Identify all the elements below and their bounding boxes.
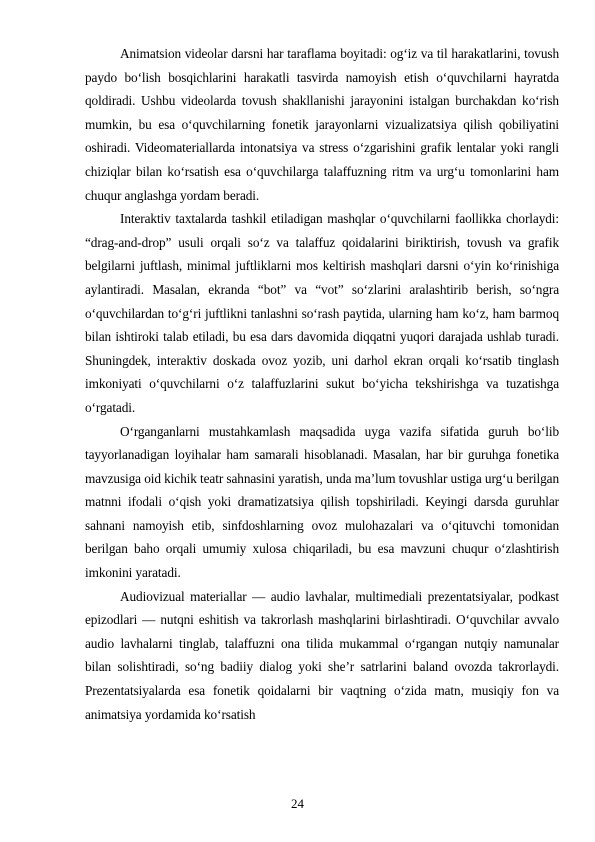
paragraph-interactive-boards: Interaktiv taxtalarda tashkil etiladigan mashqlar o‘quvchilarni faollikka chorlaydi: “drag-and-drop” usuli orqali so‘z va talaffuz qoidalarini biriktirish, tovush va grafik belgilarni juftlash, minimal juftliklarni mos keltirish mashqlari darsni o‘yin ko‘rinishiga aylantiradi. Masalan, ekranda “bot” va “vot” so‘zlarini aralashtirib berish, so‘ngra o‘quvchilardan to‘g‘ri juftlikni tanlashni so‘rash paytida, ularning ham ko‘z, ham barmoq bilan ishtiroki talab etiladi, bu esa dars davomida diqqatni yuqori darajada ushlab turadi. Shuningdek, interaktiv doskada ovoz yozib, uni darhol ekran orqali ko‘rsatib tinglash imkoniyati o‘quvchilarni o‘z talaffuzlarini sukut bo‘yicha tekshirishga va tuzatishga o‘rgatadi. xyxy=(85,211,559,415)
page-number: 24 xyxy=(291,796,304,811)
paragraph-animation-videos: Animatsion videolar darsni har taraflama boyitadi: og‘iz va til harakatlarini, tovush paydo bo‘lish bosqichlarini harakatli tasvirda namoyish etish o‘quvchilarni hayratda qoldiradi. Ushbu videolarda tovush shakllanishi jarayonini istalgan burchakdan ko‘rish mumkin, bu esa o‘quvchilarning fonetik jarayonlarni vizualizatsiya qilish qobiliyatini oshiradi. Videomateriallarda intonatsiya va stress o‘zgarishini grafik lentalar yoki rangli chiziqlar bilan ko‘rsatish esa o‘quvchilarga talaffuzning ritm va urg‘u tomonlarini ham chuqur anglashga yordam beradi. xyxy=(85,46,559,203)
paragraph-group-projects: O‘rganganlarni mustahkamlash maqsadida uyga vazifa sifatida guruh bo‘lib tayyorlanadigan loyihalar ham samarali hisoblanadi. Masalan, har bir guruhga fonetika mavzusiga oid kichik teatr sahnasini yaratish, unda ma’lum tovushlar ustiga urg‘u berilgan matnni ifodali o‘qish yoki dramatizatsiya qilish topshiriladi. Keyingi darsda guruhlar sahnani namoyish etib, sinfdoshlarning ovoz mulohazalari va o‘qituvchi tomonidan berilgan baho orqali umumiy xulosa chiqariladi, bu esa mavzuni chuqur o‘zlashtirish imkonini yaratadi. xyxy=(85,423,559,581)
paragraph-audiovisual-materials: Audiovizual materiallar — audio lavhalar, multimediali prezentatsiyalar, podkast epizodlari — nutqni eshitish va takrorlash mashqlarini birlashtiradi. O‘quvchilar avvalo audio lavhalarni tinglab, talaffuzni ona tilida mukammal o‘rgangan nutqiy namunalar bilan solishtiradi, so‘ng badiiy dialog yoki she’r satrlarini baland ovozda takrorlaydi. Prezentatsiyalarda esa fonetik qoidalarni bir vaqtning o‘zida matn, musiqiy fon va animatsiya yordamida ko‘rsatish xyxy=(85,588,559,722)
body-text xyxy=(85,42,559,726)
